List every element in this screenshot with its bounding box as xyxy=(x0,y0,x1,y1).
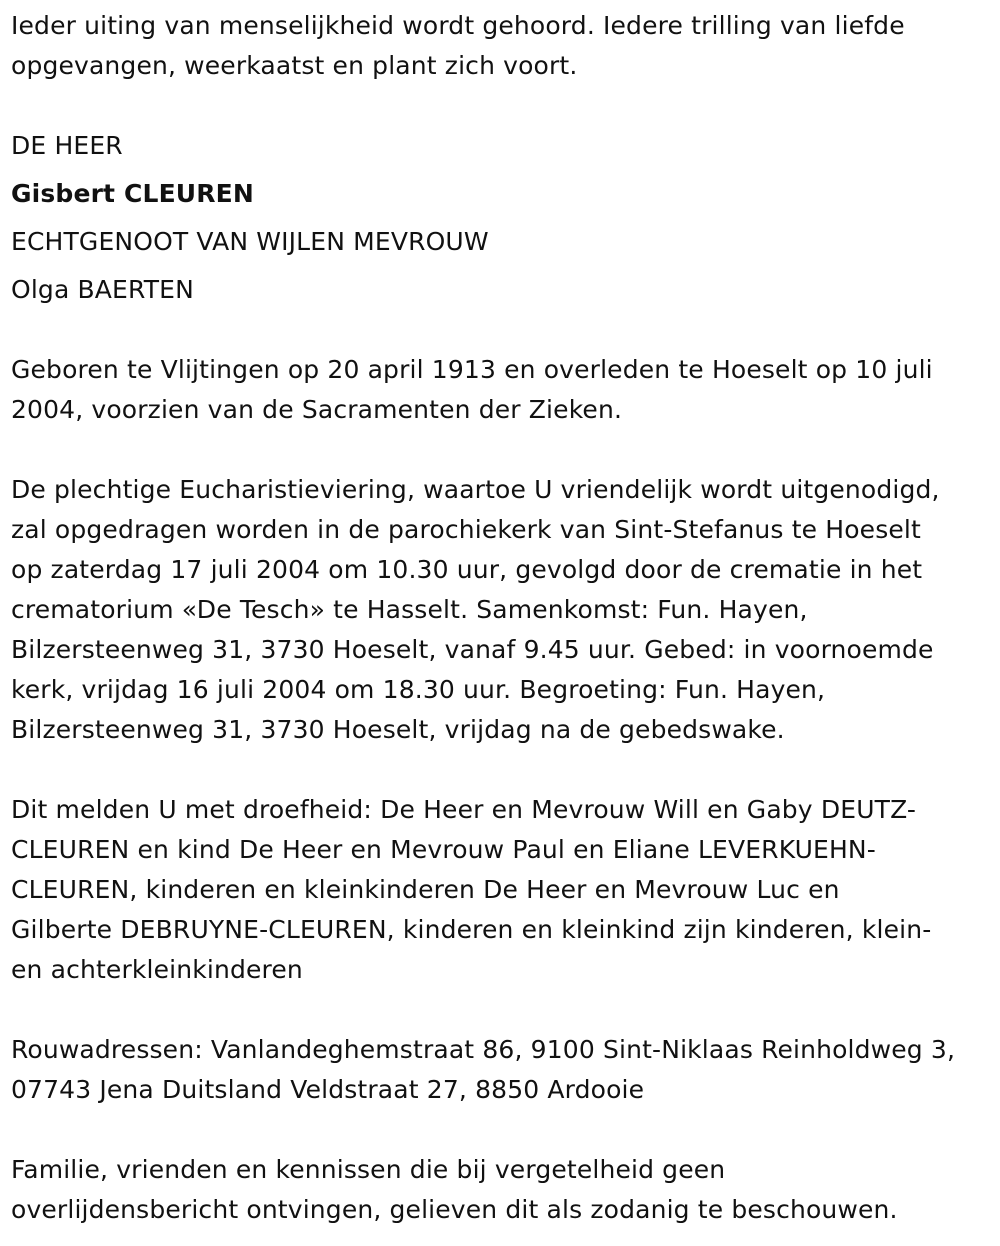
obituary-document xyxy=(11,6,996,1230)
spacer xyxy=(11,310,996,350)
spouse-name: Olga BAERTEN xyxy=(11,275,194,304)
spacer xyxy=(11,990,996,1030)
deceased-relation: ECHTGENOOT VAN WIJLEN MEVROUW xyxy=(11,227,489,256)
closing-paragraph: Familie, vrienden en kennissen die bij vergetelheid geen overlijdensbericht ontvingen, gelieven dit als zodanig te beschouwen. xyxy=(11,1155,898,1224)
ceremony-paragraph: De plechtige Eucharistieviering, waartoe U vriendelijk wordt uitgenodigd, zal opgedragen worden in de parochiekerk van Sint-Stefanus te Hoeselt op zaterdag 17 juli 2004 om 10.30 uur, gevolgd door de crematie in het crematorium «De Tesch» te Hasselt. Samenkomst: Fun. Hayen, Bilzersteenweg 31, 3730 Hoeselt, vanaf 9.45 uur. Gebed: in voornoemde kerk, vrijdag 16 juli 2004 om 18.30 uur. Begroeting: Fun. Hayen, Bilzersteenweg 31, 3730 Hoeselt, vrijdag na de gebedswake. xyxy=(11,475,940,744)
birth-death-paragraph: Geboren te Vlijtingen op 20 april 1913 en overleden te Hoeselt op 10 juli 2004, voorzien van de Sacramenten der Zieken. xyxy=(11,355,933,424)
spacer xyxy=(11,430,996,470)
deceased-block xyxy=(11,122,996,314)
opening-quote: Ieder uiting van menselijkheid wordt gehoord. Iedere trilling van liefde opgevangen, weerkaatst en plant zich voort. xyxy=(11,11,905,80)
spacer xyxy=(11,86,996,126)
addresses-paragraph: Rouwadressen: Vanlandeghemstraat 86, 9100 Sint-Niklaas Reinholdweg 3, 07743 Jena Duitsland Veldstraat 27, 8850 Ardooie xyxy=(11,1035,956,1104)
deceased-prefix: DE HEER xyxy=(11,131,123,160)
deceased-name: Gisbert CLEUREN xyxy=(11,179,254,208)
announcement-paragraph: Dit melden U met droefheid: De Heer en Mevrouw Will en Gaby DEUTZ- CLEUREN en kind De Heer en Mevrouw Paul en Eliane LEVERKUEHN- CLEUREN, kinderen en kleinkinderen De Heer en Mevrouw Luc en Gilberte DEBRUYNE-CLEUREN, kinderen en kleinkind zijn kinderen, klein- en achterkleinkinderen xyxy=(11,795,932,984)
spacer xyxy=(11,1110,996,1150)
spacer xyxy=(11,750,996,790)
